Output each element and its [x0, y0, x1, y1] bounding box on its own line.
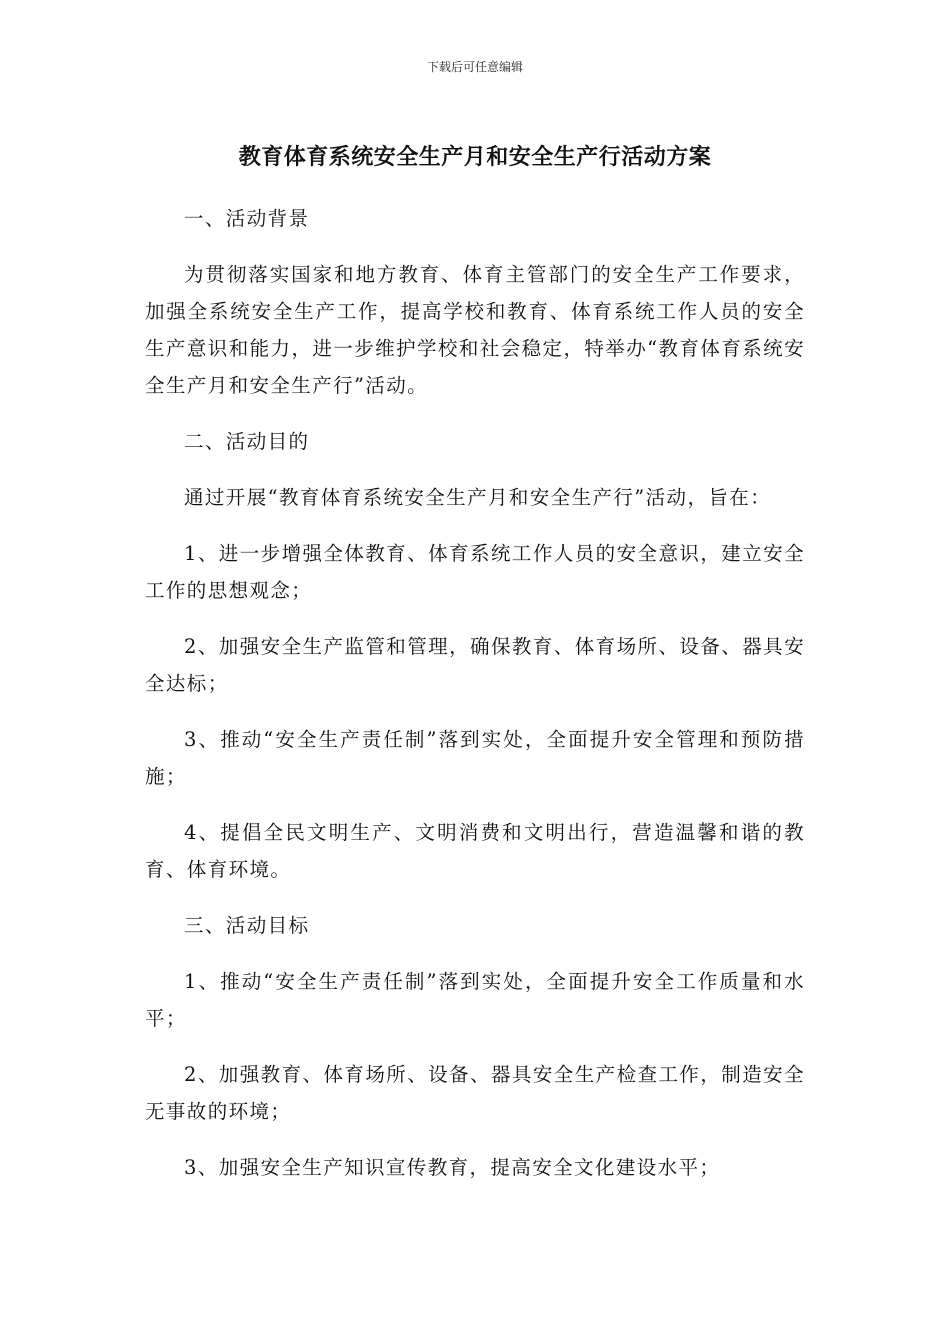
goal-item-3: 3、加强安全生产知识宣传教育，提高安全文化建设水平；	[184, 1156, 721, 1179]
document-body	[145, 200, 805, 1205]
purpose-item-2: 2、加强安全生产监管和管理，确保教育、体育场所、设备、器具安全达标；	[145, 635, 805, 695]
purpose-item-4: 4、提倡全民文明生产、文明消费和文明出行，营造温馨和谐的教育、体育环境。	[145, 821, 805, 881]
paragraph-purpose-intro: 通过开展“教育体育系统安全生产月和安全生产行”活动，旨在：	[184, 486, 772, 509]
document-title: 教育体育系统安全生产月和安全生产行活动方案	[238, 145, 712, 170]
section-heading-goals: 三、活动目标	[184, 914, 310, 937]
section-heading-purpose: 二、活动目的	[184, 430, 310, 453]
paragraph-background: 为贯彻落实国家和地方教育、体育主管部门的安全生产工作要求，加强全系统安全生产工作，提高学校和教育、体育系统工作人员的安全生产意识和能力，进一步维护学校和社会稳定，特举办“教育体育系统安全生产月和安全生产行”活动。	[145, 263, 805, 397]
header-note: 下载后可任意编辑	[426, 60, 523, 74]
purpose-item-3: 3、推动“安全生产责任制”落到实处，全面提升安全管理和预防措施；	[145, 728, 805, 788]
purpose-item-1: 1、进一步增强全体教育、体育系统工作人员的安全意识，建立安全工作的思想观念；	[145, 542, 805, 602]
section-heading-background: 一、活动背景	[184, 207, 310, 230]
goal-item-2: 2、加强教育、体育场所、设备、器具安全生产检查工作，制造安全无事故的环境；	[145, 1063, 805, 1123]
goal-item-1: 1、推动“安全生产责任制”落到实处，全面提升安全工作质量和水平；	[145, 970, 805, 1030]
